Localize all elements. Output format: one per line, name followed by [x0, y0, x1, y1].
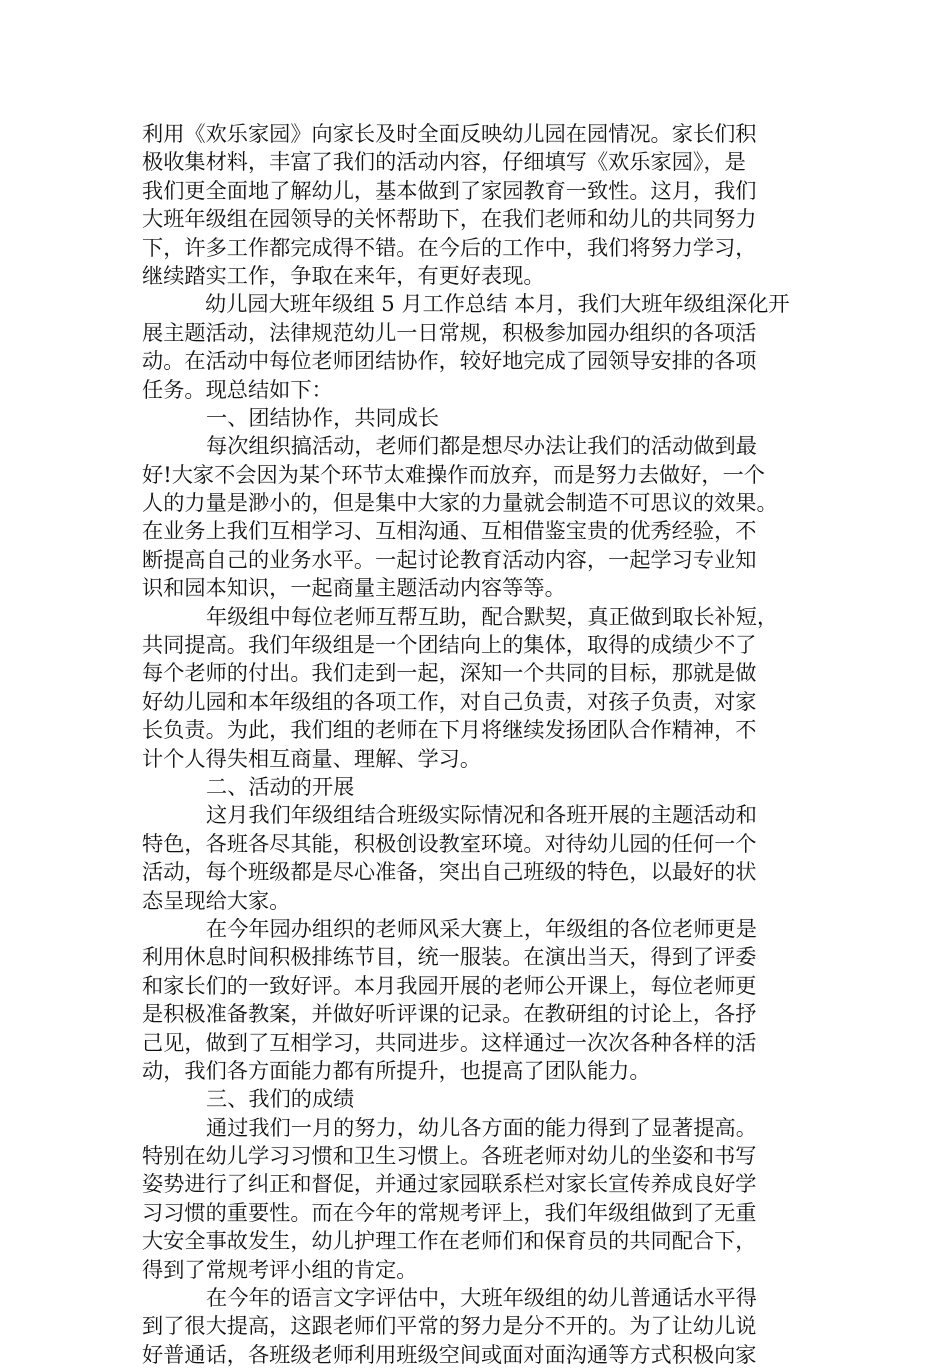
- text-line: 活动，每个班级都是尽心准备，突出自己班级的特色，以最好的状: [142, 859, 757, 885]
- text-line: 下，许多工作都完成得不错。在今后的工作中，我们将努力学习，: [142, 234, 757, 260]
- text-line: 幼儿园大班年级组 5 月工作总结 本月，我们大班年级组深化开: [205, 291, 790, 317]
- text-line: 动，我们各方面能力都有所提升，也提高了团队能力。: [142, 1057, 651, 1083]
- text-line: 长负责。为此，我们组的老师在下月将继续发扬团队合作精神，不: [142, 717, 757, 743]
- text-line: 展主题活动，法律规范幼儿一日常规，积极参加园办组织的各项活: [142, 319, 757, 345]
- text-line: 年级组中每位老师互帮互助，配合默契，真正做到取长补短，: [206, 603, 779, 629]
- text-line: 利用休息时间积极排练节目，统一服装。在演出当天，得到了评委: [142, 944, 757, 970]
- text-line: 好!大家不会因为某个环节太难操作而放弃，而是努力去做好，一个: [142, 461, 765, 487]
- text-line: 继续踏实工作，争取在来年，有更好表现。: [142, 262, 545, 288]
- text-line: 在业务上我们互相学习、互相沟通、互相借鉴宝贵的优秀经验，不: [142, 518, 757, 544]
- text-line: 大安全事故发生，幼儿护理工作在老师们和保育员的共同配合下，: [142, 1228, 757, 1254]
- text-line: 特别在幼儿学习习惯和卫生习惯上。各班老师对幼儿的坐姿和书写: [142, 1143, 757, 1169]
- text-line: 识和园本知识，一起商量主题活动内容等等。: [142, 575, 566, 601]
- text-line: 我们更全面地了解幼儿，基本做到了家园教育一致性。这月，我们: [142, 177, 757, 203]
- text-line: 在今年园办组织的老师风采大赛上，年级组的各位老师更是: [206, 915, 757, 941]
- text-line: 得到了常规考评小组的肯定。: [142, 1256, 418, 1282]
- text-line: 大班年级组在园领导的关怀帮助下，在我们老师和幼儿的共同努力: [142, 206, 757, 232]
- text-line: 是积极准备教案，并做好听评课的记录。在教研组的讨论上，各抒: [142, 1001, 757, 1027]
- text-line: 在今年的语言文字评估中，大班年级组的幼儿普通话水平得: [206, 1285, 757, 1311]
- text-line: 通过我们一月的努力，幼儿各方面的能力得到了显著提高。: [206, 1114, 757, 1140]
- text-line: 一、团结协作，共同成长: [206, 404, 440, 430]
- text-line: 二、活动的开展: [206, 773, 355, 799]
- text-line: 动。在活动中每位老师团结协作，较好地完成了园领导安排的各项: [142, 348, 757, 374]
- text-line: 好幼儿园和本年级组的各项工作，对自己负责，对孩子负责，对家: [142, 688, 757, 714]
- text-line: 姿势进行了纠正和督促，并通过家园联系栏对家长宣传养成良好学: [142, 1171, 757, 1197]
- text-line: 极收集材料，丰富了我们的活动内容，仔细填写《欢乐家园》，是: [142, 149, 746, 175]
- text-line: 这月我们年级组结合班级实际情况和各班开展的主题活动和: [206, 802, 757, 828]
- text-line: 计个人得失相互商量、理解、学习。: [142, 745, 482, 771]
- text-line: 态呈现给大家。: [142, 887, 291, 913]
- text-line: 人的力量是渺小的，但是集中大家的力量就会制造不可思议的效果。: [142, 490, 778, 516]
- text-line: 三、我们的成绩: [206, 1086, 355, 1112]
- text-line: 己见，做到了互相学习，共同进步。这样通过一次次各种各样的活: [142, 1029, 757, 1055]
- text-line: 任务。现总结如下：: [142, 376, 333, 402]
- text-line: 共同提高。我们年级组是一个团结向上的集体，取得的成绩少不了: [142, 632, 757, 658]
- text-line: 好普通话，各班级老师利用班级空间或面对面沟通等方式积极向家: [142, 1341, 757, 1367]
- text-line: 每次组织搞活动，老师们都是想尽办法让我们的活动做到最: [206, 433, 757, 459]
- text-line: 利用《欢乐家园》向家长及时全面反映幼儿园在园情况。家长们积: [142, 121, 757, 146]
- text-line: 到了很大提高，这跟老师们平常的努力是分不开的。为了让幼儿说: [142, 1313, 757, 1339]
- text-line: 每个老师的付出。我们走到一起，深知一个共同的目标，那就是做: [142, 660, 757, 686]
- document-body: [142, 120, 822, 1369]
- text-line: 特色，各班各尽其能，积极创设教室环境。对待幼儿园的任何一个: [142, 830, 757, 856]
- text-line: 断提高自己的业务水平。一起讨论教育活动内容，一起学习专业知: [142, 546, 757, 572]
- text-line: 和家长们的一致好评。本月我园开展的老师公开课上，每位老师更: [142, 972, 757, 998]
- text-line: 习习惯的重要性。而在今年的常规考评上，我们年级组做到了无重: [142, 1199, 757, 1225]
